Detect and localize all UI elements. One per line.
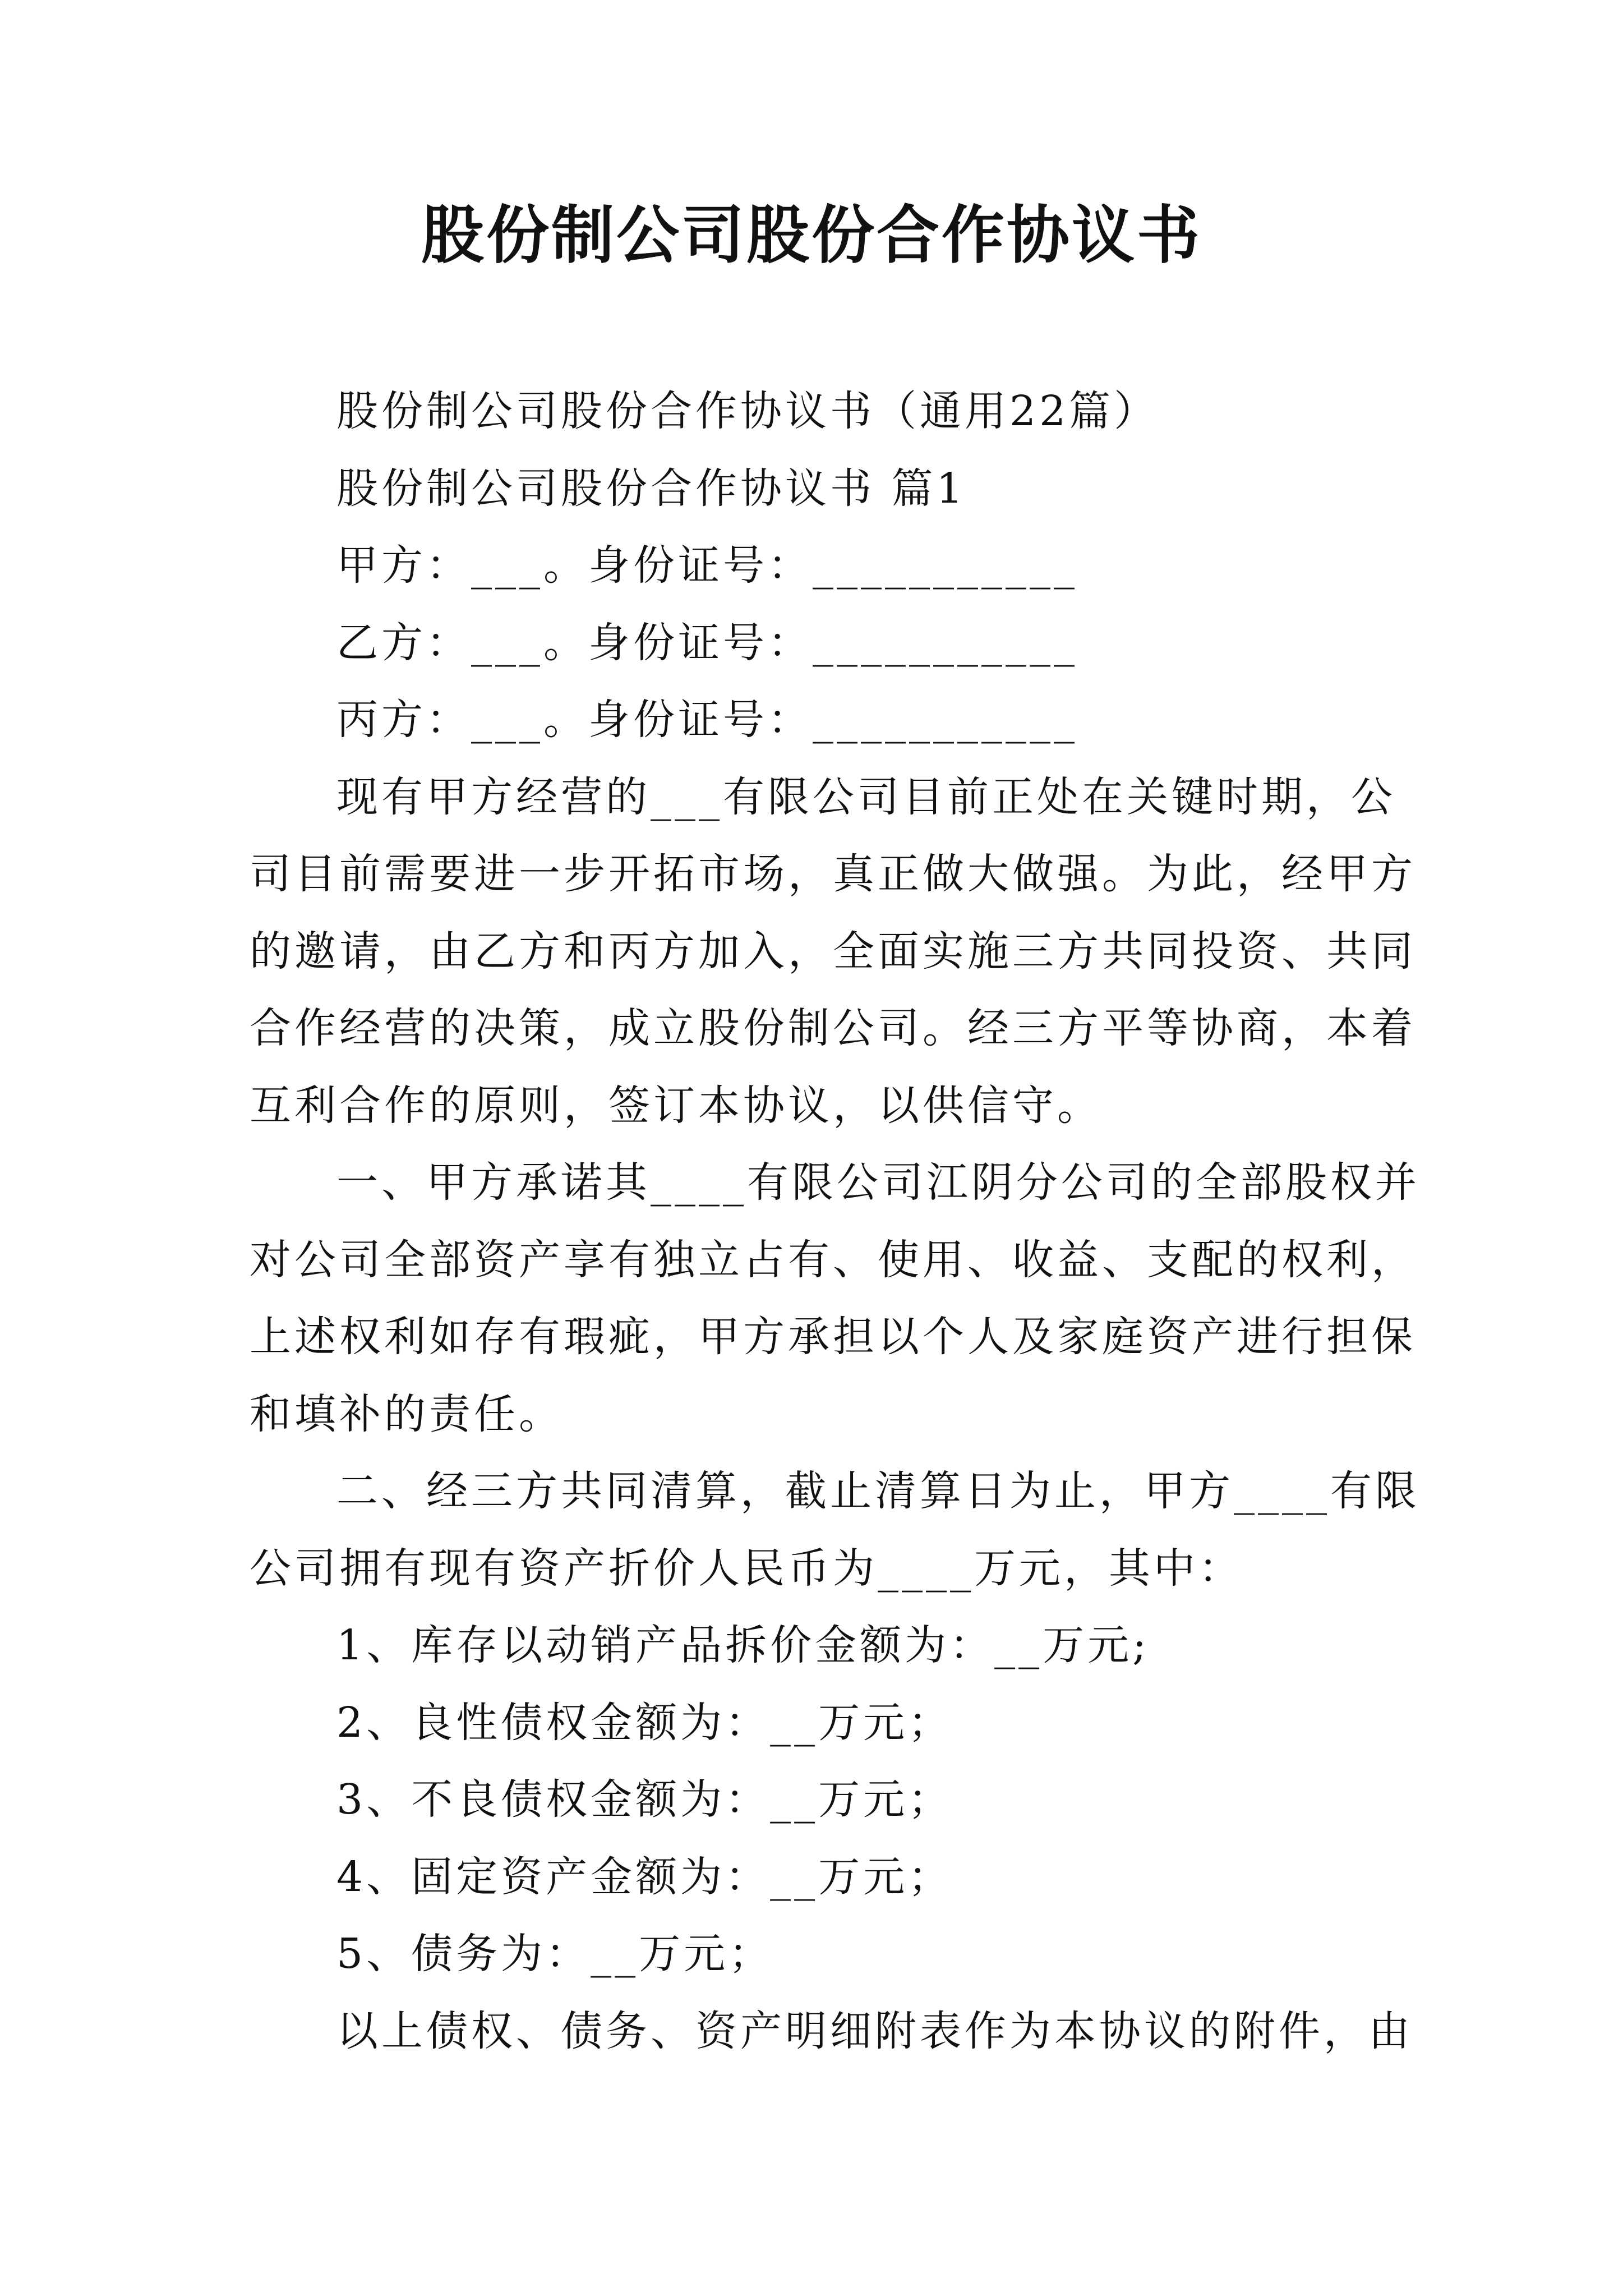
clause-line: 二、经三方共同清算，截止清算日为止，甲方____有限 [336,1467,1420,1515]
clause-line: 上述权利如存有瑕疵，甲方承担以个人及家庭资产进行担保 [250,1313,1416,1361]
list-item: 4、固定资产金额为：__万元； [336,1852,953,1901]
clause-line: 对公司全部资产享有独立占有、使用、收益、支配的权利， [250,1235,1416,1284]
clause-line: 公司拥有现有资产折价人民币为____万元，其中： [250,1544,1243,1593]
section-heading: 股份制公司股份合作协议书 篇1 [336,464,966,513]
list-item: 2、良性债权金额为：__万元； [336,1698,953,1747]
party-a-line: 甲方：___。身份证号：___________ [336,541,1078,590]
party-b-line: 乙方：___。身份证号：___________ [336,618,1078,667]
list-item: 1、库存以动销产品拆价金额为：__万元; [336,1621,1150,1669]
clause-line: 一、甲方承诺其____有限公司江阴分公司的全部股权并 [336,1158,1420,1207]
party-c-line: 丙方：___。身份证号：___________ [336,696,1078,744]
document-body [250,373,1420,2070]
paragraph-line: 互利合作的原则，签订本协议，以供信守。 [250,1081,1102,1130]
list-item: 5、债务为：__万元； [336,1930,774,1978]
paragraph-line: 现有甲方经营的___有限公司目前正处在关键时期，公 [336,772,1396,821]
paragraph-line: 的邀请，由乙方和丙方加入，全面实施三方共同投资、共同 [250,927,1416,976]
document-title: 股份制公司股份合作协议书 [421,199,1202,272]
clause-line: 和填补的责任。 [250,1389,564,1438]
paragraph-line: 以上债权、债务、资产明细附表作为本协议的附件，由 [336,2007,1413,2055]
subtitle-line: 股份制公司股份合作协议书（通用22篇） [336,387,1159,435]
paragraph-line: 合作经营的决策，成立股份制公司。经三方平等协商，本着 [250,1004,1416,1052]
list-item: 3、不良债权金额为：__万元； [336,1775,953,1824]
paragraph-line: 司目前需要进一步开拓市场，真正做大做强。为此，经甲方 [250,850,1416,898]
